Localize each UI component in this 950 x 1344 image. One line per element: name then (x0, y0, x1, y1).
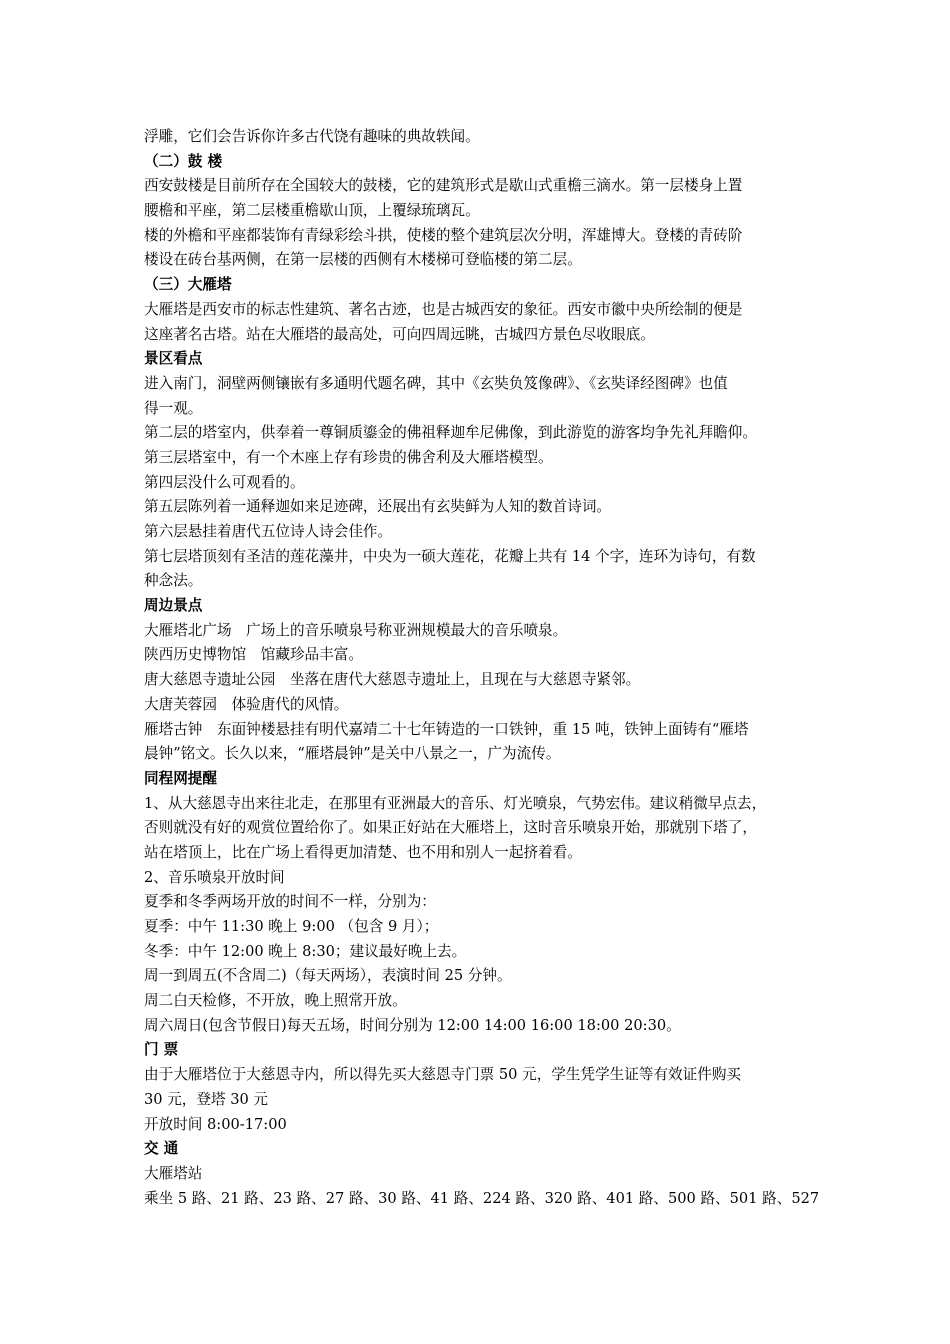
text-line: 楼的外檐和平座都装饰有青绿彩绘斗拱，使楼的整个建筑层次分明，浑雄博大。登楼的青砖阶 (144, 226, 743, 244)
text-line: 周六周日(包含节假日)每天五场，时间分别为 12:00 14:00 16:00 18:00 20:30。 (144, 1016, 681, 1034)
text-line: 得一观。 (144, 399, 203, 417)
text-line: 大唐芙蓉园 体验唐代的风情。 (144, 695, 349, 713)
section-heading: （三）大雁塔 (144, 276, 232, 294)
text-line: 由于大雁塔位于大慈恩寺内，所以得先买大慈恩寺门票 50 元，学生凭学生证等有效证件购买 (144, 1066, 742, 1084)
text-line: 第七层塔顶刻有圣洁的莲花藻井，中央为一硕大莲花，花瓣上共有 14 个字，连环为诗句，有数 (144, 547, 756, 565)
text-line: 第三层塔室中，有一个木座上存有珍贵的佛舍利及大雁塔模型。 (144, 448, 553, 466)
text-line: 楼设在砖台基两侧，在第一层楼的西侧有木楼梯可登临楼的第二层。 (144, 251, 582, 269)
text-line: 西安鼓楼是目前所存在全国较大的鼓楼，它的建筑形式是歇山式重檐三滴水。第一层楼身上置 (144, 177, 743, 195)
text-line: 1、从大慈恩寺出来往北走，在那里有亚洲最大的音乐、灯光喷泉，气势宏伟。建议稍微早点去， (144, 794, 767, 812)
text-line: 浮雕，它们会告诉你许多古代饶有趣味的典故轶闻。 (144, 128, 480, 145)
text-line: 雁塔古钟 东面钟楼悬挂有明代嘉靖二十七年铸造的一口铁钟，重 15 吨，铁钟上面铸有“雁塔 (144, 720, 749, 738)
text-line: 第五层陈列着一通释迦如来足迹碑，还展出有玄奘鲜为人知的数首诗词。 (144, 498, 612, 516)
text-line: 周一到周五(不含周二)（每天两场），表演时间 25 分钟。 (144, 967, 512, 985)
text-line: 晨钟”铭文。长久以来，“雁塔晨钟”是关中八景之一，广为流传。 (144, 745, 561, 763)
text-line: 站在塔顶上，比在广场上看得更加清楚、也不用和别人一起挤着看。 (144, 843, 582, 861)
section-heading: （二）鼓 楼 (144, 152, 223, 170)
section-heading: 景区看点 (144, 350, 203, 368)
text-line: 大雁塔站 (144, 1164, 203, 1182)
document-body (144, 125, 818, 1211)
text-line: 夏季：中午 11:30 晚上 9:00 （包含 9 月）； (144, 918, 439, 935)
text-line: 大雁塔北广场 广场上的音乐喷泉号称亚洲规模最大的音乐喷泉。 (144, 621, 568, 639)
text-line: 第六层悬挂着唐代五位诗人诗会佳作。 (144, 523, 393, 540)
section-heading: 门 票 (144, 1041, 179, 1059)
text-line: 夏季和冬季两场开放的时间不一样，分别为： (144, 893, 436, 911)
text-line: 进入南门，洞壁两侧镶嵌有多通明代题名碑，其中《玄奘负笈像碑》、《玄奘译经图碑》也值 (144, 374, 728, 392)
text-line: 冬季：中午 12:00 晚上 8:30；建议最好晚上去。 (144, 942, 467, 960)
text-line: 大雁塔是西安市的标志性建筑、著名古迹，也是古城西安的象征。西安市徽中央所绘制的便是 (144, 300, 743, 318)
text-line: 乘坐 5 路、21 路、23 路、27 路、30 路、41 路、224 路、320 路、401 路、500 路、501 路、527 (144, 1189, 820, 1207)
text-line: 陕西历史博物馆 馆藏珍品丰富。 (144, 646, 363, 664)
text-line: 腰檐和平座，第二层楼重檐歇山顶，上覆绿琉璃瓦。 (144, 202, 480, 220)
section-heading: 周边景点 (144, 597, 203, 615)
section-heading: 交 通 (144, 1140, 179, 1158)
text-line: 30 元，登塔 30 元 (144, 1090, 269, 1108)
text-line: 唐大慈恩寺遗址公园 坐落在唐代大慈恩寺遗址上，且现在与大慈恩寺紧邻。 (144, 671, 641, 689)
section-heading: 同程网提醒 (144, 769, 217, 787)
text-line: 种念法。 (144, 572, 203, 590)
text-line: 周二白天检修，不开放，晚上照常开放。 (144, 992, 407, 1010)
text-line: 第二层的塔室内，供奉着一尊铜质鎏金的佛祖释迦牟尼佛像，到此游览的游客均争先礼拜瞻仰。 (144, 424, 757, 442)
text-line: 否则就没有好的观赏位置给你了。如果正好站在大雁塔上，这时音乐喷泉开始，那就别下塔了， (144, 819, 757, 837)
text-line: 2、音乐喷泉开放时间 (144, 868, 285, 886)
text-line: 开放时间 8:00-17:00 (144, 1115, 287, 1133)
text-line: 第四层没什么可观看的。 (144, 473, 305, 491)
text-line: 这座著名古塔。站在大雁塔的最高处，可向四周远眺，古城四方景色尽收眼底。 (144, 325, 655, 343)
